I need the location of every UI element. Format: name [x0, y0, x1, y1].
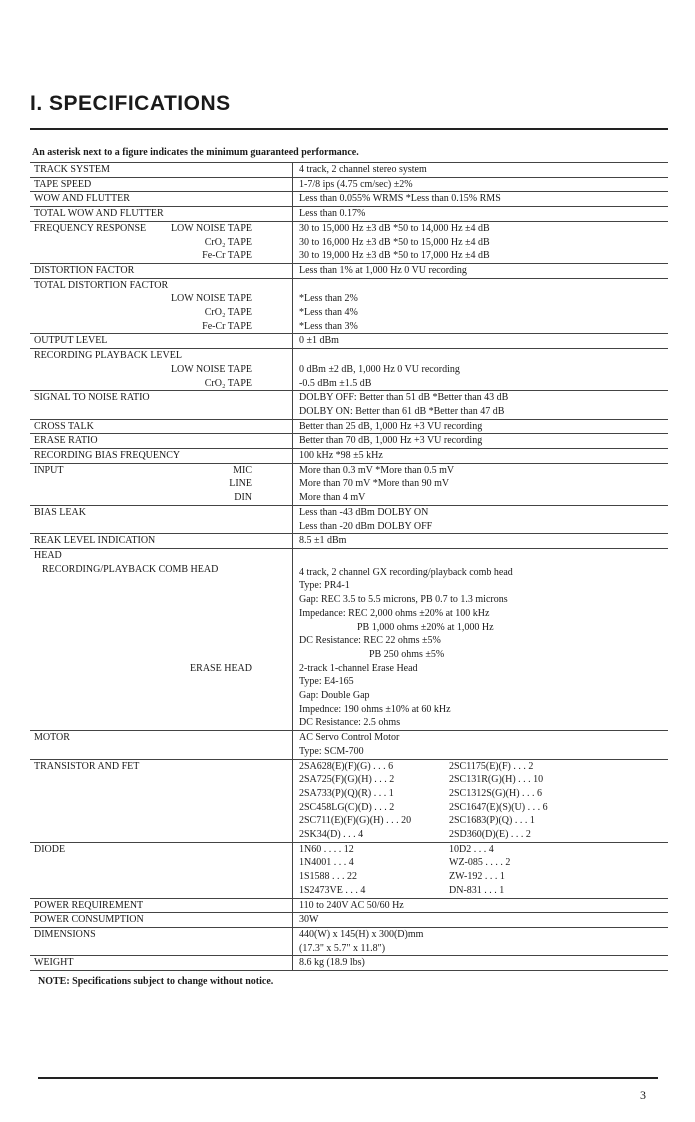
bottom-rule — [38, 1077, 658, 1079]
head-rec-line: Gap: REC 3.5 to 5.5 microns, PB 0.7 to 1.3 microns — [299, 594, 508, 606]
spec-value — [293, 956, 669, 971]
transistor-row-item: 2SC458LG(C)(D) . . . 2 — [299, 801, 395, 813]
spec-value-line — [299, 349, 668, 363]
spec-label: CROSS TALK — [34, 420, 94, 432]
head-erase-line: 2-track 1-channel Erase Head — [299, 662, 418, 674]
head-rec-line: 4 track, 2 channel GX recording/playback comb head — [299, 566, 513, 578]
spec-value-line: 30 to 19,000 Hz ±3 dB *50 to 17,000 Hz ±4 dB — [299, 250, 490, 262]
spec-row — [30, 306, 668, 320]
spec-row — [30, 221, 668, 235]
spec-value-line — [299, 549, 668, 563]
spec-value — [293, 534, 669, 549]
transistor-row-label: TRANSISTOR AND FET — [34, 760, 140, 772]
note-text: NOTE: Specifications subject to change without notice. — [38, 976, 274, 987]
transistor-row-item: 2SA725(F)(G)(H) . . . 2 — [299, 774, 395, 786]
spec-value-line: 100 kHz *98 ±5 kHz — [299, 450, 383, 462]
spec-value-line: More than 0.3 mV *More than 0.5 mV — [299, 464, 455, 476]
spec-value-line: More than 70 mV *More than 90 mV — [299, 478, 450, 490]
spec-label — [30, 306, 272, 320]
diode-row-item: 1N4001 . . . 4 — [299, 857, 354, 869]
spec-sublabel — [272, 548, 293, 562]
transistor-row-item: 2SA628(E)(F)(G) . . . 6 — [299, 760, 394, 772]
spec-row — [30, 292, 668, 306]
spec-value-line: Less than 0.055% WRMS *Less than 0.15% RMS — [299, 193, 501, 205]
spec-value-line: 0 dBm ±2 dB, 1,000 Hz 0 VU recording — [299, 363, 460, 375]
spec-value-line: 110 to 240V AC 50/60 Hz — [299, 899, 404, 911]
spec-sublabel — [272, 306, 293, 320]
spec-sublabel: CrO₂ TAPE — [204, 236, 252, 248]
spec-value — [293, 377, 669, 391]
head-rec-line: Type: PR4-1 — [299, 580, 350, 592]
diode-row-item: ZW-192 . . . 1 — [449, 871, 505, 883]
spec-value — [293, 292, 669, 306]
spec-sublabel — [272, 534, 293, 549]
diode-row-line — [299, 884, 668, 898]
transistor-row-line — [299, 773, 668, 787]
transistor-row-item: 2SD360(D)(E) . . . 2 — [449, 829, 531, 841]
spec-row — [30, 236, 668, 250]
spec-label-text: INPUT — [34, 464, 64, 476]
spec-label: TOTAL DISTORTION FACTOR — [34, 279, 169, 291]
spec-value-line: 0 ±1 dBm — [299, 335, 339, 347]
transistor-row-line — [299, 787, 668, 801]
spec-value-line: 4 track, 2 channel stereo system — [299, 164, 427, 175]
spec-label: TOTAL WOW AND FLUTTER — [34, 208, 164, 220]
spacer-cell — [272, 913, 293, 928]
transistor-row-value — [293, 759, 669, 842]
head-rec-label — [30, 563, 272, 662]
spec-value — [293, 306, 669, 320]
spec-value — [293, 236, 669, 250]
spacer-cell — [272, 898, 293, 913]
motor-row — [30, 731, 668, 759]
head-rec-dc-pb: PB 250 ohms ±5% — [369, 648, 445, 660]
spec-sublabel: DIN — [234, 492, 252, 504]
spec-value-line — [299, 279, 668, 293]
spec-sublabel — [272, 207, 293, 222]
spec-value-line: 30 to 16,000 Hz ±3 dB *50 to 15,000 Hz ±4 dB — [299, 236, 490, 248]
spec-row — [30, 334, 668, 349]
spec-sublabel: Fe-Cr TAPE — [202, 320, 252, 332]
diode-row-item: DN-831 . . . 1 — [449, 884, 505, 896]
spec-sublabel — [272, 249, 293, 263]
spec-value-line: Less than 1% at 1,000 Hz 0 VU recording — [299, 264, 467, 276]
spec-sublabel — [272, 263, 293, 278]
spec-row — [30, 391, 668, 419]
spec-value-line: DOLBY OFF: Better than 51 dB *Better than 43 dB — [299, 392, 509, 404]
spec-sublabel — [272, 449, 293, 464]
spec-label: POWER CONSUMPTION — [34, 914, 144, 926]
spec-value — [293, 391, 669, 419]
spec-sublabel — [272, 463, 293, 477]
spec-row — [30, 477, 668, 491]
spec-sublabel — [272, 278, 293, 292]
spec-label: ERASE RATIO — [34, 435, 98, 447]
transistor-row-item: 2SC1683(P)(Q) . . . 1 — [449, 815, 535, 827]
spec-row — [30, 956, 668, 971]
spec-value — [293, 434, 669, 449]
spec-value — [293, 249, 669, 263]
spec-value — [293, 477, 669, 491]
spec-row — [30, 263, 668, 278]
head-erase-line: Type: E4-165 — [299, 676, 354, 688]
spec-value — [293, 491, 669, 505]
spec-row — [30, 349, 668, 363]
transistor-row-item: 2SC131R(G)(H) . . . 10 — [449, 774, 544, 786]
spec-value — [293, 177, 669, 192]
spec-label: HEAD — [34, 549, 62, 561]
transistor-row-item: 2SA733(P)(Q)(R) . . . 1 — [299, 787, 394, 799]
spacer-cell — [272, 759, 293, 842]
spec-label: DIMENSIONS — [34, 928, 96, 940]
head-erase-line: DC Resistance: 2.5 ohms — [299, 717, 401, 729]
spec-value — [293, 449, 669, 464]
spacer-cell — [272, 731, 293, 759]
head-rec-dc-rec: DC Resistance: REC 22 ohms ±5% — [299, 635, 441, 647]
spec-label: SIGNAL TO NOISE RATIO — [34, 392, 150, 404]
head-erase-label — [272, 662, 293, 731]
spec-sublabel — [272, 320, 293, 334]
diode-row-line — [299, 856, 668, 870]
head-rec-imp-pb: PB 1,000 ohms ±20% at 1,000 Hz — [357, 621, 494, 633]
spec-label — [30, 377, 272, 391]
spec-sublabel — [272, 349, 293, 363]
spec-label: POWER REQUIREMENT — [34, 899, 144, 911]
spec-label: TAPE SPEED — [34, 178, 92, 190]
diode-row — [30, 842, 668, 898]
spec-value — [293, 419, 669, 434]
intro-text: An asterisk next to a figure indicates the minimum guaranteed performance. — [32, 147, 359, 158]
spec-value — [293, 163, 669, 178]
spec-value — [293, 505, 669, 533]
head-erase-label-cell — [30, 662, 272, 731]
diode-row-item: WZ-085 . . . . 2 — [449, 857, 511, 869]
spec-row — [30, 249, 668, 263]
spec-sublabel: Fe-Cr TAPE — [202, 250, 252, 262]
spacer-cell — [272, 927, 293, 955]
spec-value — [293, 349, 669, 363]
spec-value — [293, 927, 669, 955]
spec-row — [30, 449, 668, 464]
spec-value — [293, 334, 669, 349]
head-erase-row — [30, 662, 668, 731]
spec-row — [30, 177, 668, 192]
spec-row — [30, 463, 668, 477]
motor-label: MOTOR — [34, 732, 70, 744]
spec-value — [293, 207, 669, 222]
transistor-row-item: 2SC1175(E)(F) . . . 2 — [449, 760, 534, 772]
spec-label-text: FREQUENCY RESPONSE — [34, 222, 147, 234]
head-rec-value — [293, 563, 669, 662]
spec-sublabel — [272, 236, 293, 250]
spec-sublabel — [272, 177, 293, 192]
spec-row — [30, 534, 668, 549]
transistor-row-line — [299, 814, 668, 828]
spec-sublabel — [272, 221, 293, 235]
head-rec-label-text: RECORDING/PLAYBACK COMB HEAD — [42, 563, 219, 575]
motor-value — [293, 731, 669, 759]
spec-value-line: Better than 70 dB, 1,000 Hz +3 VU recording — [299, 435, 483, 447]
spec-label: BIAS LEAK — [34, 506, 86, 518]
spec-label — [30, 221, 272, 235]
head-erase-value — [293, 662, 669, 731]
transistor-row-item: 2SC711(E)(F)(G)(H) . . . 20 — [299, 815, 412, 827]
transistor-row-item: 2SC1647(E)(S)(U) . . . 6 — [449, 801, 548, 813]
spec-value-line: *Less than 4% — [299, 307, 358, 319]
spec-label: RECORDING BIAS FREQUENCY — [34, 450, 181, 462]
spec-sublabel — [272, 163, 293, 178]
spec-value-line: More than 4 mV — [299, 492, 366, 504]
spec-label: DISTORTION FACTOR — [34, 264, 135, 276]
spec-value-line: *Less than 2% — [299, 293, 358, 305]
spec-sublabel: ERASE HEAD — [190, 662, 252, 674]
spec-row — [30, 363, 668, 377]
transistor-row — [30, 759, 668, 842]
spec-row — [30, 898, 668, 913]
spec-label — [30, 292, 272, 306]
spec-sublabel: CrO₂ TAPE — [204, 307, 252, 319]
spec-sublabel: LOW NOISE TAPE — [170, 222, 252, 234]
spec-value — [293, 363, 669, 377]
spec-label — [30, 320, 272, 334]
spec-sublabel: CrO₂ TAPE — [204, 377, 252, 389]
diode-row-label: DIODE — [34, 843, 66, 855]
page-number: 3 — [640, 1088, 646, 1102]
spec-sublabel — [272, 491, 293, 505]
spec-sublabel: LOW NOISE TAPE — [170, 293, 252, 305]
spec-sublabel — [272, 505, 293, 533]
spec-value — [293, 221, 669, 235]
diode-row-item: 1S2473VE . . . 4 — [299, 884, 366, 896]
transistor-row-line — [299, 760, 668, 774]
spec-sublabel: LINE — [229, 478, 252, 490]
spec-row — [30, 207, 668, 222]
spec-value — [293, 278, 669, 292]
transistor-row-item: 2SK34(D) . . . 4 — [299, 829, 364, 841]
spec-value — [293, 320, 669, 334]
spec-row — [30, 491, 668, 505]
spec-sublabel — [272, 192, 293, 207]
spec-label: WOW AND FLUTTER — [34, 193, 130, 205]
head-rec-line: Impedance: REC 2,000 ohms ±20% at 100 kHz — [299, 607, 490, 619]
spec-sublabel — [272, 419, 293, 434]
spec-sublabel — [272, 477, 293, 491]
spec-value — [293, 913, 669, 928]
spec-label — [30, 236, 272, 250]
diode-row-item: 1N60 . . . . 12 — [299, 843, 354, 855]
spec-label: WEIGHT — [34, 957, 74, 969]
spec-value-line: Less than -20 dBm DOLBY OFF — [299, 520, 433, 532]
diode-row-item: 10D2 . . . 4 — [449, 843, 494, 855]
spacer-cell — [272, 842, 293, 898]
spec-label: TRACK SYSTEM — [34, 164, 110, 175]
spec-label — [30, 363, 272, 377]
spec-sublabel — [272, 292, 293, 306]
spec-value-line: 1-7/8 ips (4.75 cm/sec) ±2% — [299, 178, 413, 190]
spec-sublabel — [272, 434, 293, 449]
spec-value-line: 30W — [299, 914, 319, 926]
spacer-cell — [272, 956, 293, 971]
spec-label: OUTPUT LEVEL — [34, 335, 108, 347]
spec-value-line: 8.6 kg (18.9 lbs) — [299, 957, 365, 969]
spec-label — [30, 491, 272, 505]
transistor-row-line — [299, 828, 668, 842]
spec-value-line: *Less than 3% — [299, 320, 358, 332]
spec-label — [30, 249, 272, 263]
spec-value — [293, 263, 669, 278]
spec-row — [30, 548, 668, 562]
spec-label — [30, 477, 272, 491]
spec-sublabel — [272, 334, 293, 349]
diode-row-item: 1S1588 . . . 22 — [299, 871, 358, 883]
spec-row — [30, 278, 668, 292]
title-rule — [30, 128, 668, 130]
spec-label: REAK LEVEL INDICATION — [34, 535, 156, 547]
spec-row — [30, 434, 668, 449]
spec-sublabel: MIC — [233, 464, 252, 476]
spec-row — [30, 163, 668, 178]
spec-value-line: Less than -43 dBm DOLBY ON — [299, 506, 429, 518]
spec-value-line: -0.5 dBm ±1.5 dB — [299, 377, 372, 389]
spec-value-line: 30 to 15,000 Hz ±3 dB *50 to 14,000 Hz ±4 dB — [299, 222, 490, 234]
diode-row-line — [299, 843, 668, 857]
spec-value-line: 8.5 ±1 dBm — [299, 535, 347, 547]
diode-row-value — [293, 842, 669, 898]
spec-value — [293, 192, 669, 207]
spec-sublabel — [272, 391, 293, 419]
head-erase-line: Gap: Double Gap — [299, 690, 370, 702]
spec-value — [293, 548, 669, 562]
spec-sublabel — [272, 363, 293, 377]
spec-row — [30, 927, 668, 955]
spec-row — [30, 377, 668, 391]
motor-line: Type: SCM-700 — [299, 745, 364, 757]
spec-row — [30, 913, 668, 928]
spec-row — [30, 505, 668, 533]
spec-sublabel: LOW NOISE TAPE — [170, 363, 252, 375]
spec-row — [30, 320, 668, 334]
spec-value-line: (17.3" x 5.7" x 11.8") — [299, 942, 386, 954]
spacer-cell — [272, 563, 293, 662]
spec-value-line: Less than 0.17% — [299, 208, 366, 220]
diode-row-line — [299, 870, 668, 884]
motor-line: AC Servo Control Motor — [299, 732, 400, 744]
spec-table — [30, 162, 668, 971]
page-title: I. SPECIFICATIONS — [30, 92, 231, 115]
head-erase-line: Impednce: 190 ohms ±10% at 60 kHz — [299, 703, 451, 715]
spec-value — [293, 463, 669, 477]
spec-value-line: Better than 25 dB, 1,000 Hz +3 VU recording — [299, 420, 483, 432]
head-rec-row — [30, 563, 668, 662]
spec-label — [30, 463, 272, 477]
spec-label: RECORDING PLAYBACK LEVEL — [34, 350, 182, 362]
transistor-row-line — [299, 801, 668, 815]
spec-row — [30, 192, 668, 207]
spec-row — [30, 419, 668, 434]
spec-value — [293, 898, 669, 913]
spec-value-line: 440(W) x 145(H) x 300(D)mm — [299, 928, 424, 940]
spec-sublabel — [272, 377, 293, 391]
transistor-row-item: 2SC1312S(G)(H) . . . 6 — [449, 787, 543, 799]
spec-value-line: DOLBY ON: Better than 61 dB *Better than 47 dB — [299, 405, 505, 417]
